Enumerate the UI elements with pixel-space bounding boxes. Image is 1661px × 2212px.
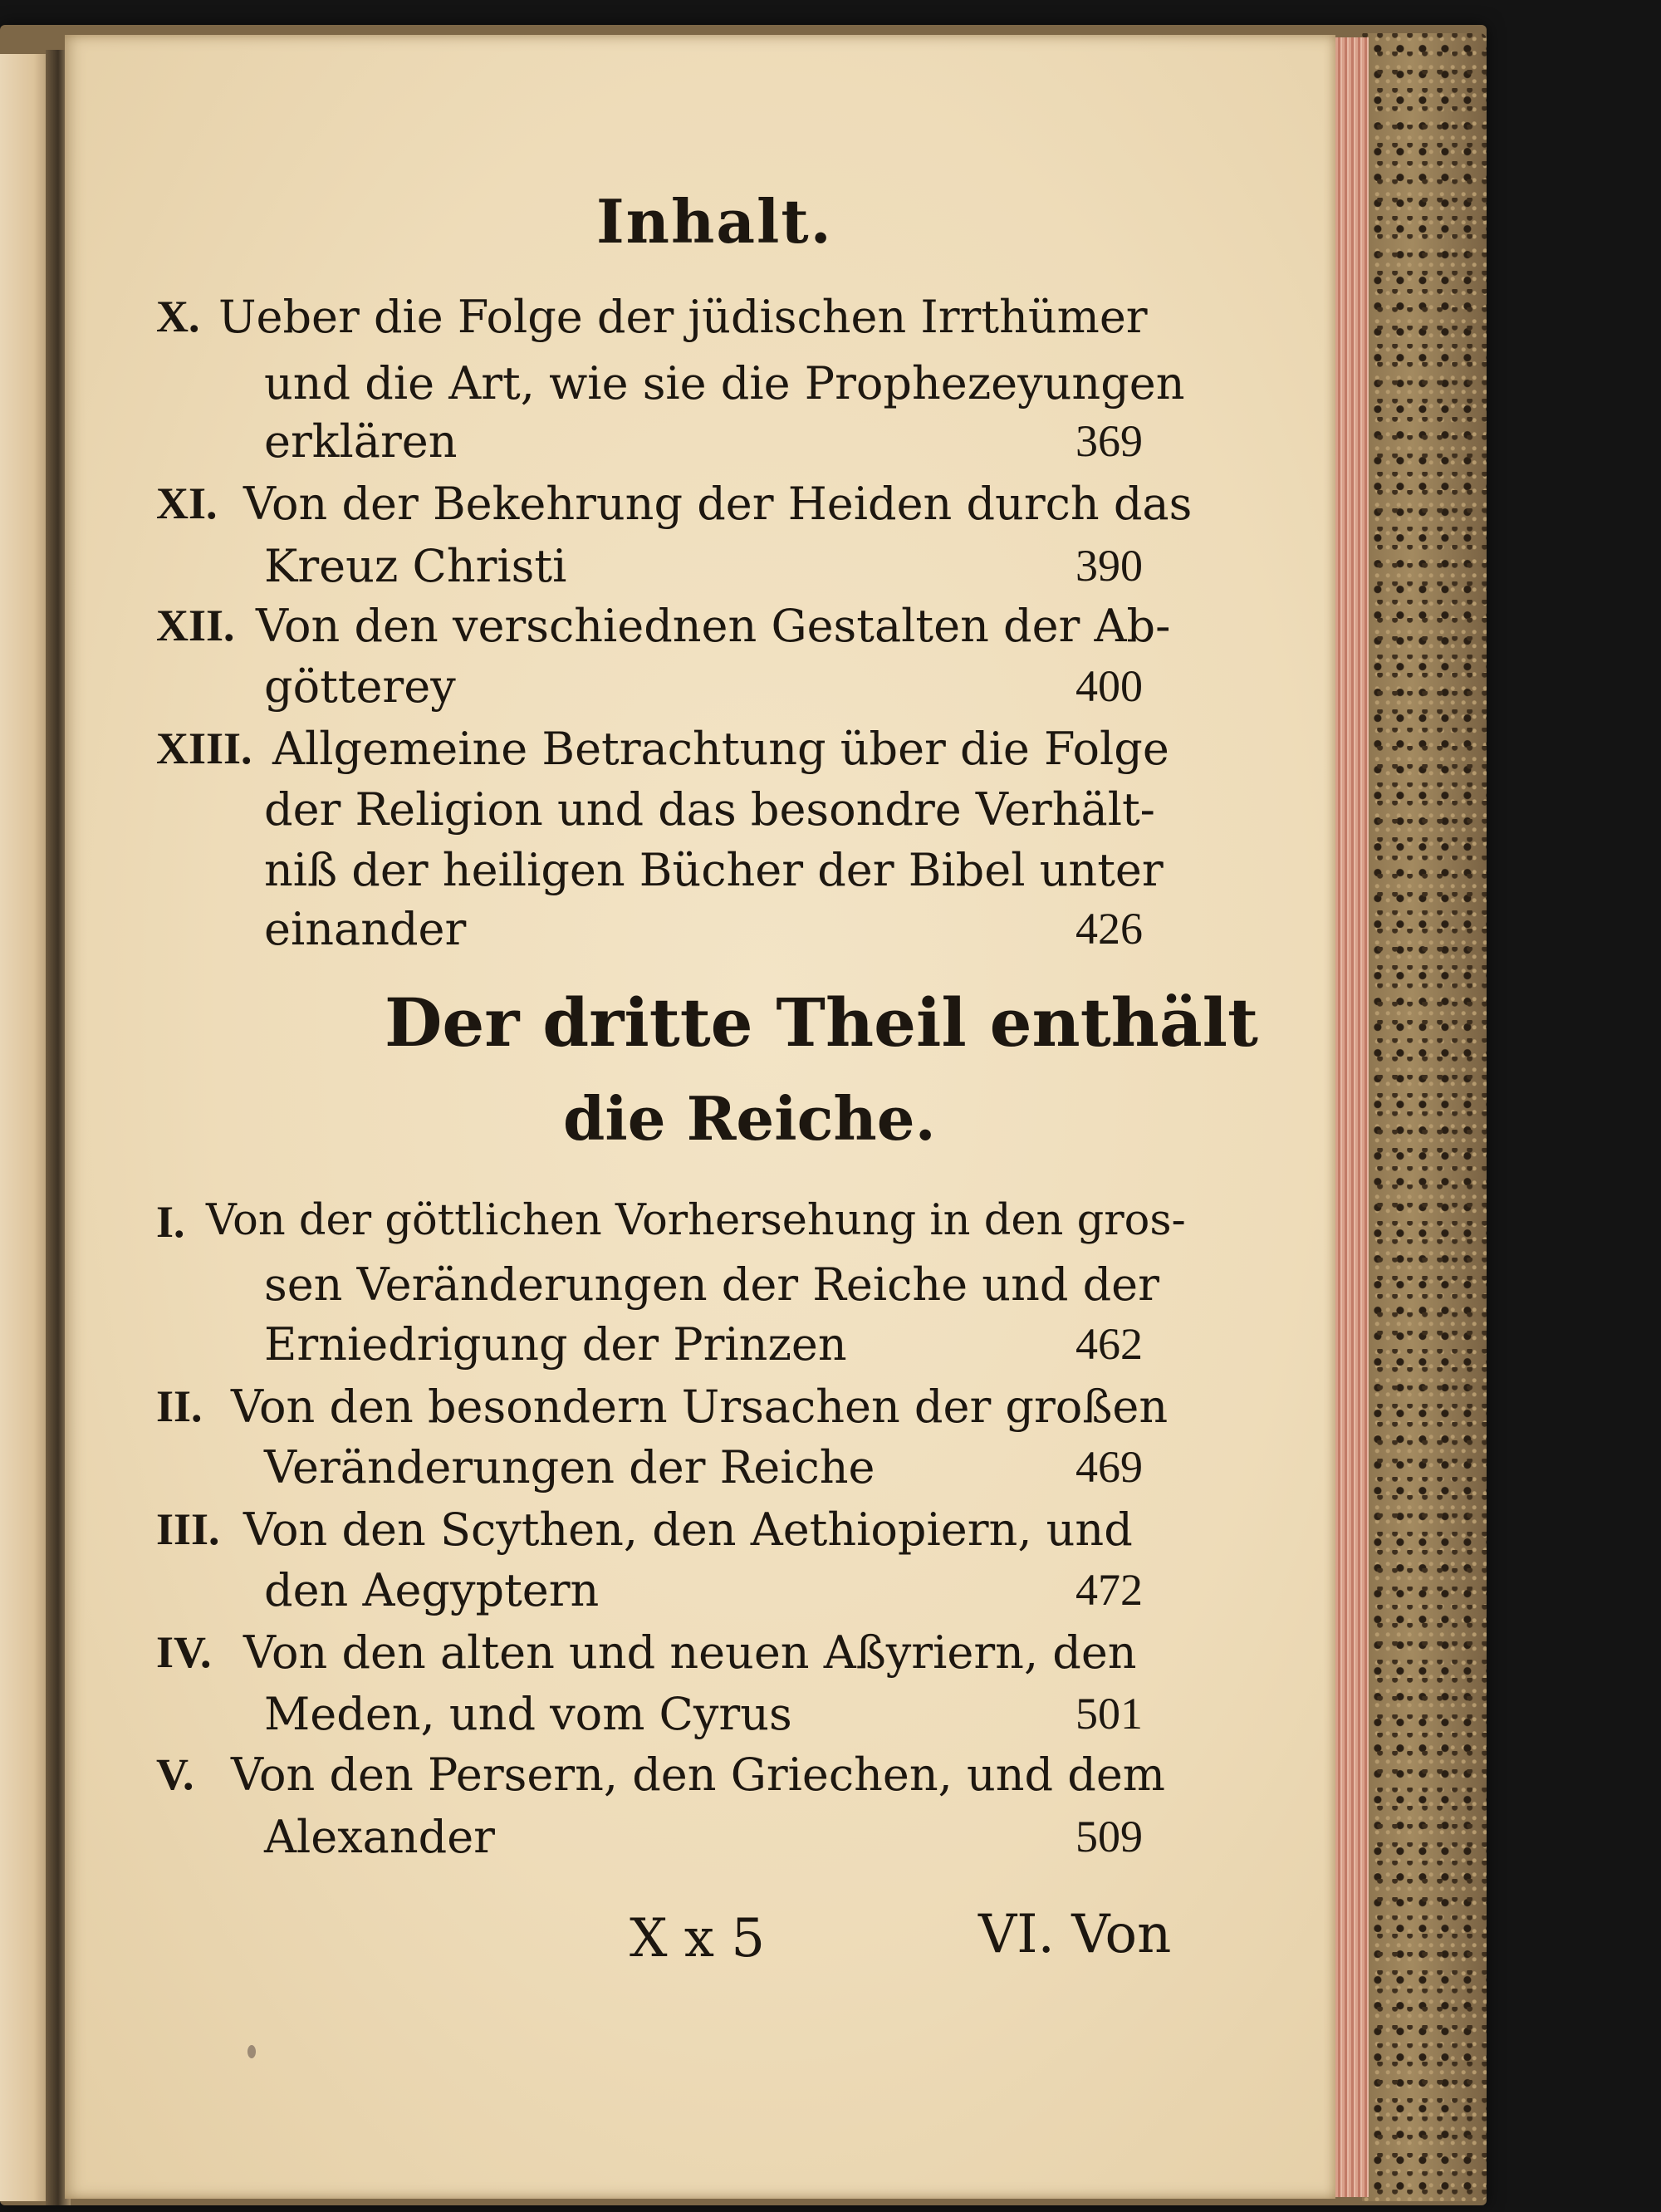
- paper-speck: [247, 2045, 256, 2058]
- entry-line: sen Veränderungen der Reiche und der: [264, 1258, 1159, 1311]
- toc-entry-iii-cont: [65, 1557, 1335, 1624]
- entry-line: Von den besondern Ursachen der großen: [231, 1381, 1169, 1433]
- entry-number: X.: [156, 292, 200, 341]
- entry-page: 509: [1075, 1812, 1143, 1861]
- entry-line: Meden, und vom Cyrus: [264, 1688, 792, 1740]
- entry-line: Alexander: [264, 1811, 495, 1863]
- toc-entry-ii-cont: [65, 1435, 1335, 1501]
- entry-line: Ueber die Folge der jüdischen Irrthümer: [218, 291, 1148, 343]
- toc-entry-v: [65, 1742, 1335, 1808]
- facing-page-edge: [0, 54, 48, 2201]
- toc-entry-x-cont: [65, 409, 1335, 475]
- toc-entry-x-cont: [65, 351, 1335, 417]
- entry-line: Von der göttlichen Vorhersehung in den gros-: [206, 1196, 1186, 1245]
- toc-entry-xiii: [65, 716, 1335, 782]
- entry-line: der Religion und das besondre Verhält-: [264, 783, 1155, 836]
- toc-entry-v-cont: [65, 1804, 1335, 1871]
- entry-line: Allgemeine Betrachtung über die Folge: [272, 723, 1169, 775]
- entry-line: Erniedrigung der Prinzen: [264, 1318, 847, 1371]
- entry-page: 469: [1075, 1442, 1143, 1492]
- entry-line: Von den Scythen, den Aethiopiern, und: [243, 1503, 1133, 1556]
- catchword: VI. Von: [978, 1904, 1172, 1965]
- entry-number: IV.: [156, 1627, 212, 1677]
- entry-number: XI.: [156, 478, 218, 528]
- entry-line: Von den Persern, den Griechen, und dem: [231, 1749, 1165, 1801]
- entry-number: III.: [156, 1504, 220, 1554]
- entry-line: Veränderungen der Reiche: [264, 1441, 875, 1493]
- toc-entry-xiii-cont: [65, 777, 1335, 843]
- toc-entry-iv-cont: [65, 1681, 1335, 1748]
- section-subtitle: die Reiche.: [563, 1083, 936, 1154]
- entry-page: 472: [1075, 1565, 1143, 1615]
- entry-line: niß der heiligen Bücher der Bibel unter: [264, 844, 1164, 896]
- entry-line: götterey: [264, 660, 456, 713]
- toc-entry-xiii-cont: [65, 896, 1335, 963]
- mottled-board: [1362, 33, 1487, 2201]
- toc-entry-x: [65, 284, 1335, 351]
- entry-page: 462: [1075, 1319, 1143, 1369]
- signature-mark: X x 5: [630, 1908, 766, 1969]
- running-head: Inhalt.: [596, 186, 833, 257]
- entry-number: II.: [156, 1381, 203, 1431]
- entry-line: Von der Bekehrung der Heiden durch das: [243, 478, 1193, 530]
- toc-entry-i: [65, 1189, 1335, 1256]
- entry-line: Von den alten und neuen Aßyriern, den: [243, 1626, 1137, 1679]
- entry-page: 501: [1075, 1689, 1143, 1739]
- entry-line: Kreuz Christi: [264, 540, 567, 592]
- entry-line: den Aegyptern: [264, 1564, 600, 1616]
- section-title: Der dritte Theil enthält: [385, 983, 1258, 1062]
- entry-number: V.: [156, 1749, 194, 1799]
- entry-number: XIII.: [156, 723, 252, 773]
- toc-entry-ii: [65, 1374, 1335, 1440]
- toc-entry-xiii-cont: [65, 837, 1335, 904]
- entry-page: 426: [1075, 904, 1143, 954]
- toc-entry-iii: [65, 1497, 1335, 1563]
- entry-page: 369: [1075, 416, 1143, 466]
- entry-page: 390: [1075, 541, 1143, 591]
- toc-entry-xii-cont: [65, 654, 1335, 720]
- entry-line: und die Art, wie sie die Prophezeyungen: [264, 357, 1185, 410]
- entry-page: 400: [1075, 661, 1143, 711]
- toc-entry-i-cont: [65, 1312, 1335, 1378]
- contents-page: [65, 35, 1335, 2199]
- toc-entry-xi: [65, 471, 1335, 537]
- toc-entry-i-cont: [65, 1252, 1335, 1318]
- entry-line: einander: [264, 903, 467, 955]
- entry-line: Von den verschiednen Gestalten der Ab-: [256, 600, 1171, 652]
- toc-entry-xii: [65, 593, 1335, 660]
- toc-entry-xi-cont: [65, 533, 1335, 600]
- toc-entry-iv: [65, 1620, 1335, 1686]
- entry-number: XII.: [156, 601, 235, 650]
- entry-line: erklären: [264, 415, 458, 468]
- entry-number: I.: [156, 1197, 185, 1247]
